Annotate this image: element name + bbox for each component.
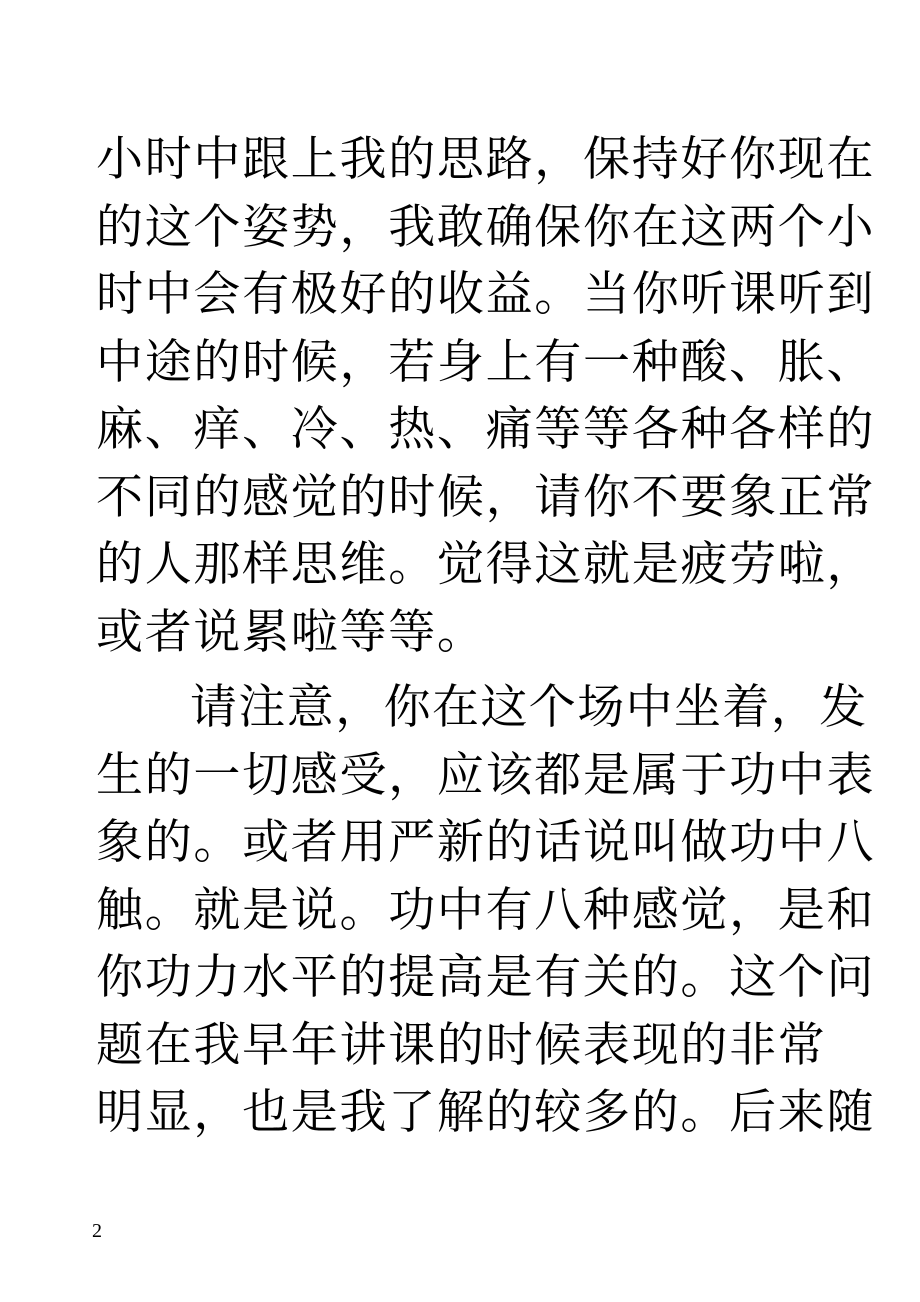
body-text	[96, 126, 876, 1147]
paragraph-2-line-2: 生的一切感受，应该都是属于功中表	[96, 747, 876, 803]
paragraph-2-line-4: 触。就是说。功中有八种感觉，是和	[96, 882, 876, 938]
paragraph-2-line-5: 你功力水平的提高是有关的。这个问	[96, 950, 876, 1005]
paragraph-1-line-8: 或者说累啦等等。	[96, 604, 486, 660]
paragraph-1-line-6: 不同的感觉的时候，请你不要象正常	[96, 469, 876, 525]
paragraph-1-line-3: 时中会有极好的收益。当你听课听到	[96, 267, 876, 322]
paragraph-1-line-2: 的这个姿势，我敢确保你在这两个小	[96, 199, 876, 255]
paragraph-1-line-1: 小时中跟上我的思路，保持好你现在	[96, 132, 876, 187]
paragraph-1-line-7: 的人那样思维。觉得这就是疲劳啦，	[96, 537, 876, 592]
paragraph-2-line-7: 明显，也是我了解的较多的。后来随	[96, 1085, 876, 1140]
paragraph-1-line-5: 麻、痒、冷、热、痛等等各种各样的	[96, 402, 876, 457]
paragraph-2-line-3: 象的。或者用严新的话说叫做功中八	[96, 815, 876, 870]
paragraph-2-line-1: 请注意，你在这个场中坐着，发	[190, 680, 868, 735]
page-number: 2	[92, 1220, 102, 1242]
paragraph-1-line-4: 中途的时候，若身上有一种酸、胀、	[96, 334, 876, 390]
paragraph-2-line-6: 题在我早年讲课的时候表现的非常	[96, 1017, 827, 1073]
